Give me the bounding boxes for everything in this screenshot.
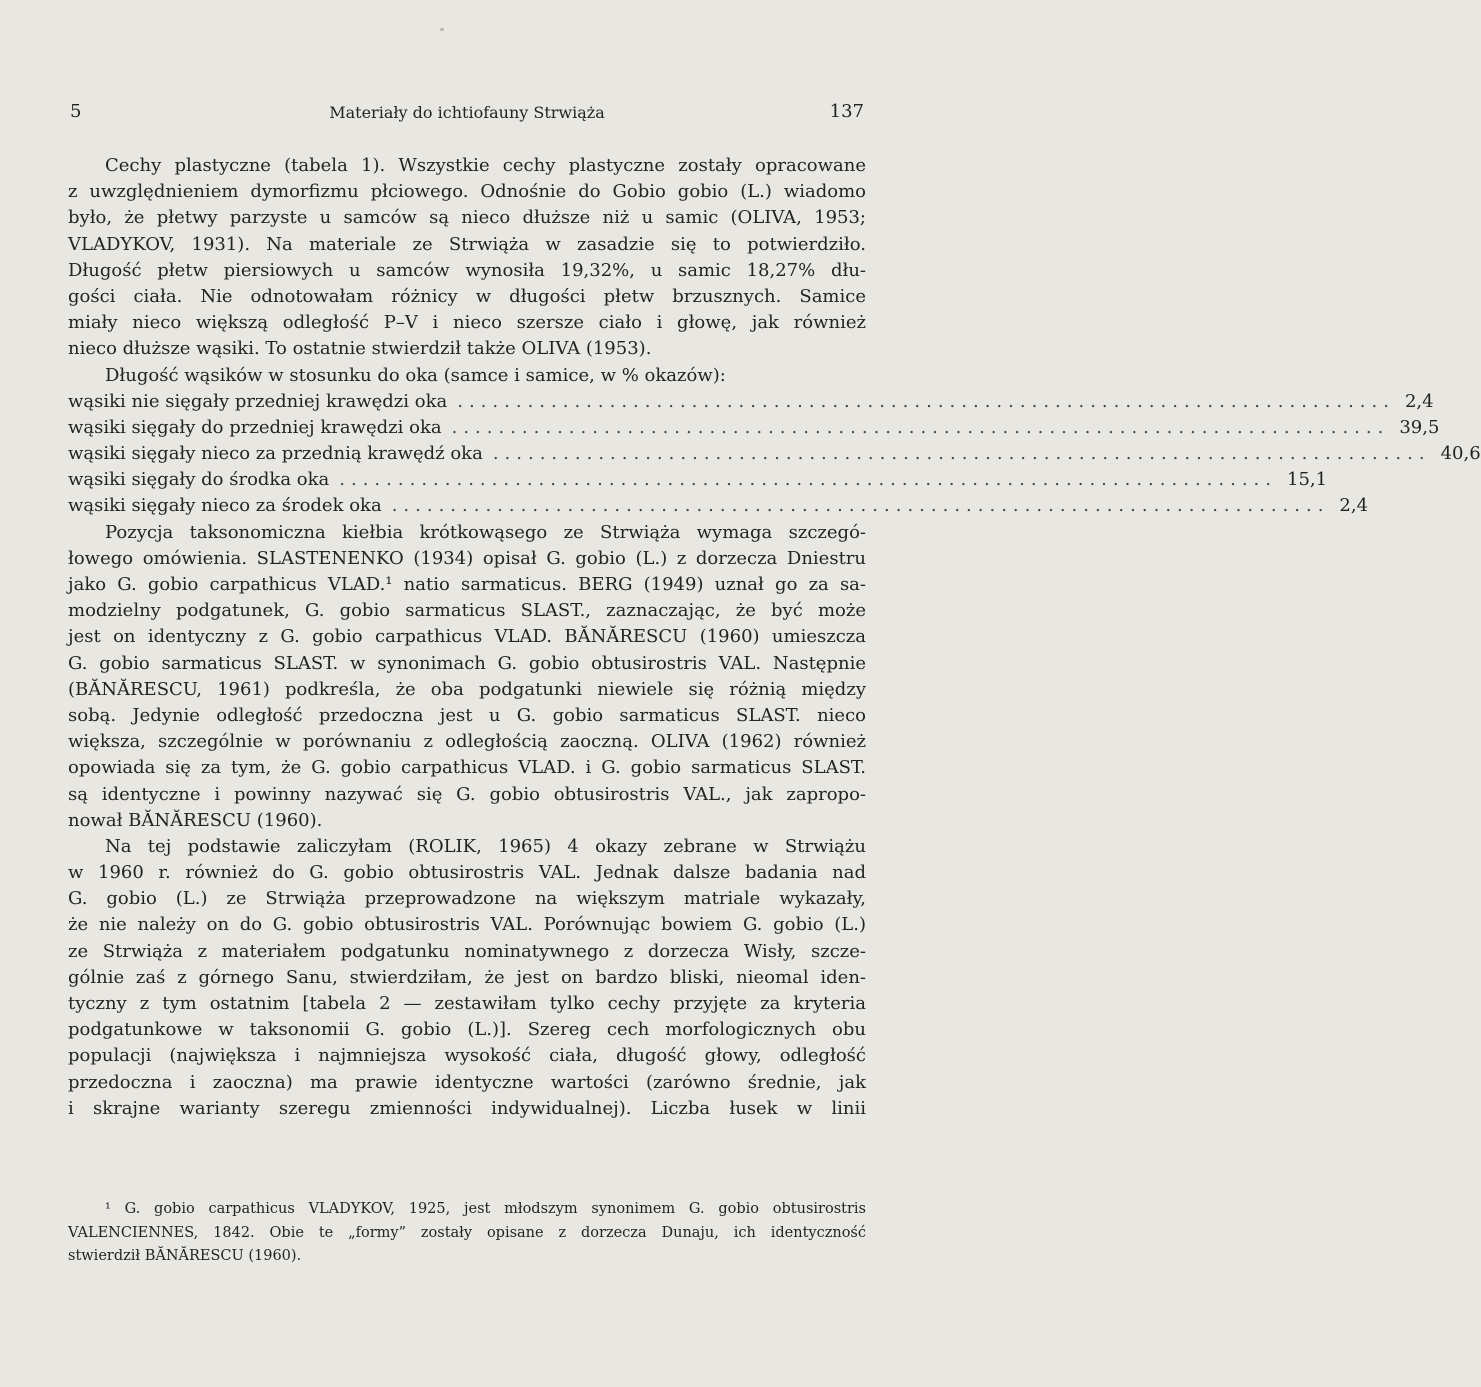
text-line: ze Strwiąża z materiałem podgatunku nominatywnego z dorzecza Wisły, szcze- [68, 940, 866, 962]
running-title: Materiały do ichtiofauny Strwiąża [329, 103, 605, 122]
barbel-row-value: 40,6 [1440, 443, 1481, 465]
text-line: G. gobio (L.) ze Strwiąża przeprowadzone na większym matriale wykazały, [68, 888, 866, 910]
footnote-line: stwierdził BĂNĂRESCU (1960). [68, 1248, 302, 1264]
text-line: G. gobio sarmaticus SLAST. w synonimach G. gobio obtusirostris VAL. Następnie [68, 652, 866, 674]
barbel-row-label: wąsiki sięgały nieco za środek oka [68, 495, 382, 517]
dot-leader: ................................................................................ [339, 469, 1277, 491]
issue-number: 5 [70, 101, 82, 122]
text-line: modzielny podgatunek, G. gobio sarmaticus SLAST., zaznaczając, że być może [68, 600, 866, 622]
text-line: z uwzględnieniem dymorfizmu płciowego. Odnośnie do Gobio gobio (L.) wiadomo [68, 181, 866, 203]
barbel-row-label: wąsiki sięgały do przedniej krawędzi oka [68, 416, 442, 438]
text-line: i skrajne warianty szeregu zmienności indywidualnej). Liczba łusek w linii [68, 1097, 866, 1119]
text-line: jako G. gobio carpathicus VLAD.¹ natio sarmaticus. BERG (1949) uznał go za sa- [68, 574, 866, 595]
text-line: było, że płetwy parzyste u samców są nieco dłuższe niż u samic (OLIVA, 1953; [68, 207, 866, 229]
body-text [68, 153, 1481, 1122]
barbel-table-row [68, 467, 1328, 493]
text-line: sobą. Jedynie odległość przedoczna jest u G. gobio sarmaticus SLAST. nieco [68, 704, 866, 726]
barbel-row-value: 39,5 [1399, 416, 1440, 438]
footnote [68, 1198, 866, 1269]
text-line: nował BĂNĂRESCU (1960). [68, 809, 323, 831]
barbel-row-value: 2,4 [1404, 390, 1434, 412]
dot-leader: ................................................................................ [457, 390, 1395, 412]
barbel-table-row [68, 389, 1434, 415]
text-line: gólnie zaś z górnego Sanu, stwierdziłam, że jest on bardzo bliski, nieomal iden- [68, 966, 866, 988]
barbel-row-label: wąsiki sięgały nieco za przednią krawędź oka [68, 443, 483, 465]
text-line: są identyczne i powinny nazywać się G. gobio obtusirostris VAL., jak zapropo- [68, 783, 866, 805]
text-line: że nie należy on do G. gobio obtusirostris VAL. Porównując bowiem G. gobio (L.) [68, 914, 866, 936]
text-line: Długość wąsików w stosunku do oka (samce i samice, w % okazów): [105, 364, 726, 386]
text-line: Cechy plastyczne (tabela 1). Wszystkie cechy plastyczne zostały opracowane [105, 155, 866, 176]
barbel-table-row [68, 493, 1369, 519]
page-number: 137 [829, 101, 864, 122]
scan-speck [440, 28, 444, 31]
barbel-table-row [68, 441, 1481, 467]
text-line: przedoczna i zaoczna) ma prawie identyczne wartości (zarówno średnie, jak [68, 1071, 866, 1093]
text-line: Pozycja taksonomiczna kiełbia krótkowąsego ze Strwiąża wymaga szczegó- [105, 521, 866, 543]
text-line: (BĂNĂRESCU, 1961) podkreśla, że oba podgatunki niewiele się różnią między [68, 678, 866, 700]
dot-leader: ................................................................................ [391, 495, 1330, 517]
text-line: VLADYKOV, 1931). Na materiale ze Strwiąża w zasadzie się to potwierdziło. [68, 233, 866, 255]
text-line: jest on identyczny z G. gobio carpathicus VLAD. BĂNĂRESCU (1960) umieszcza [68, 626, 866, 648]
dot-leader: ................................................................................ [492, 443, 1431, 465]
text-line: opowiada się za tym, że G. gobio carpathicus VLAD. i G. gobio sarmaticus SLAST. [68, 757, 866, 779]
text-line: tyczny z tym ostatnim [tabela 2 — zestawiłam tylko cechy przyjęte za kryteria [68, 993, 866, 1014]
barbel-row-value: 2,4 [1339, 495, 1369, 517]
footnote-line: ¹ G. gobio carpathicus VLADYKOV, 1925, jest młodszym synonimem G. gobio obtusirostris [105, 1201, 866, 1217]
text-line: Na tej podstawie zaliczyłam (ROLIK, 1965) 4 okazy zebrane w Strwiążu [105, 835, 866, 857]
text-line: w 1960 r. również do G. gobio obtusirostris VAL. Jednak dalsze badania nad [68, 862, 866, 884]
text-line: łowego omówienia. SLASTENENKO (1934) opisał G. gobio (L.) z dorzecza Dniestru [68, 547, 866, 569]
footnote-line: VALENCIENNES, 1842. Obie te „formy” zostały opisane z dorzecza Dunaju, ich identyczność [68, 1224, 866, 1241]
dot-leader: ................................................................................ [451, 416, 1390, 438]
barbel-row-label: wąsiki nie sięgały przedniej krawędzi oka [68, 390, 448, 412]
barbel-row-label: wąsiki sięgały do środka oka [68, 469, 330, 491]
text-line: nieco dłuższe wąsiki. To ostatnie stwierdził także OLIVA (1953). [68, 338, 652, 360]
text-line: populacji (największa i najmniejsza wysokość ciała, długość głowy, odległość [68, 1045, 866, 1067]
running-header [70, 101, 864, 131]
text-line: podgatunkowe w taksonomii G. gobio (L.)]. Szereg cech morfologicznych obu [68, 1019, 866, 1041]
text-line: Długość płetw piersiowych u samców wynosiła 19,32%, u samic 18,27% dłu- [68, 259, 866, 281]
text-line: gości ciała. Nie odnotowałam różnicy w długości płetw brzusznych. Samice [68, 285, 866, 307]
barbel-row-value: 15,1 [1287, 469, 1328, 491]
barbel-table-row [68, 415, 1440, 441]
text-line: miały nieco większą odległość P–V i nieco szersze ciało i głowę, jak również [68, 312, 866, 334]
text-line: większa, szczególnie w porównaniu z odległością zaoczną. OLIVA (1962) również [68, 731, 866, 753]
